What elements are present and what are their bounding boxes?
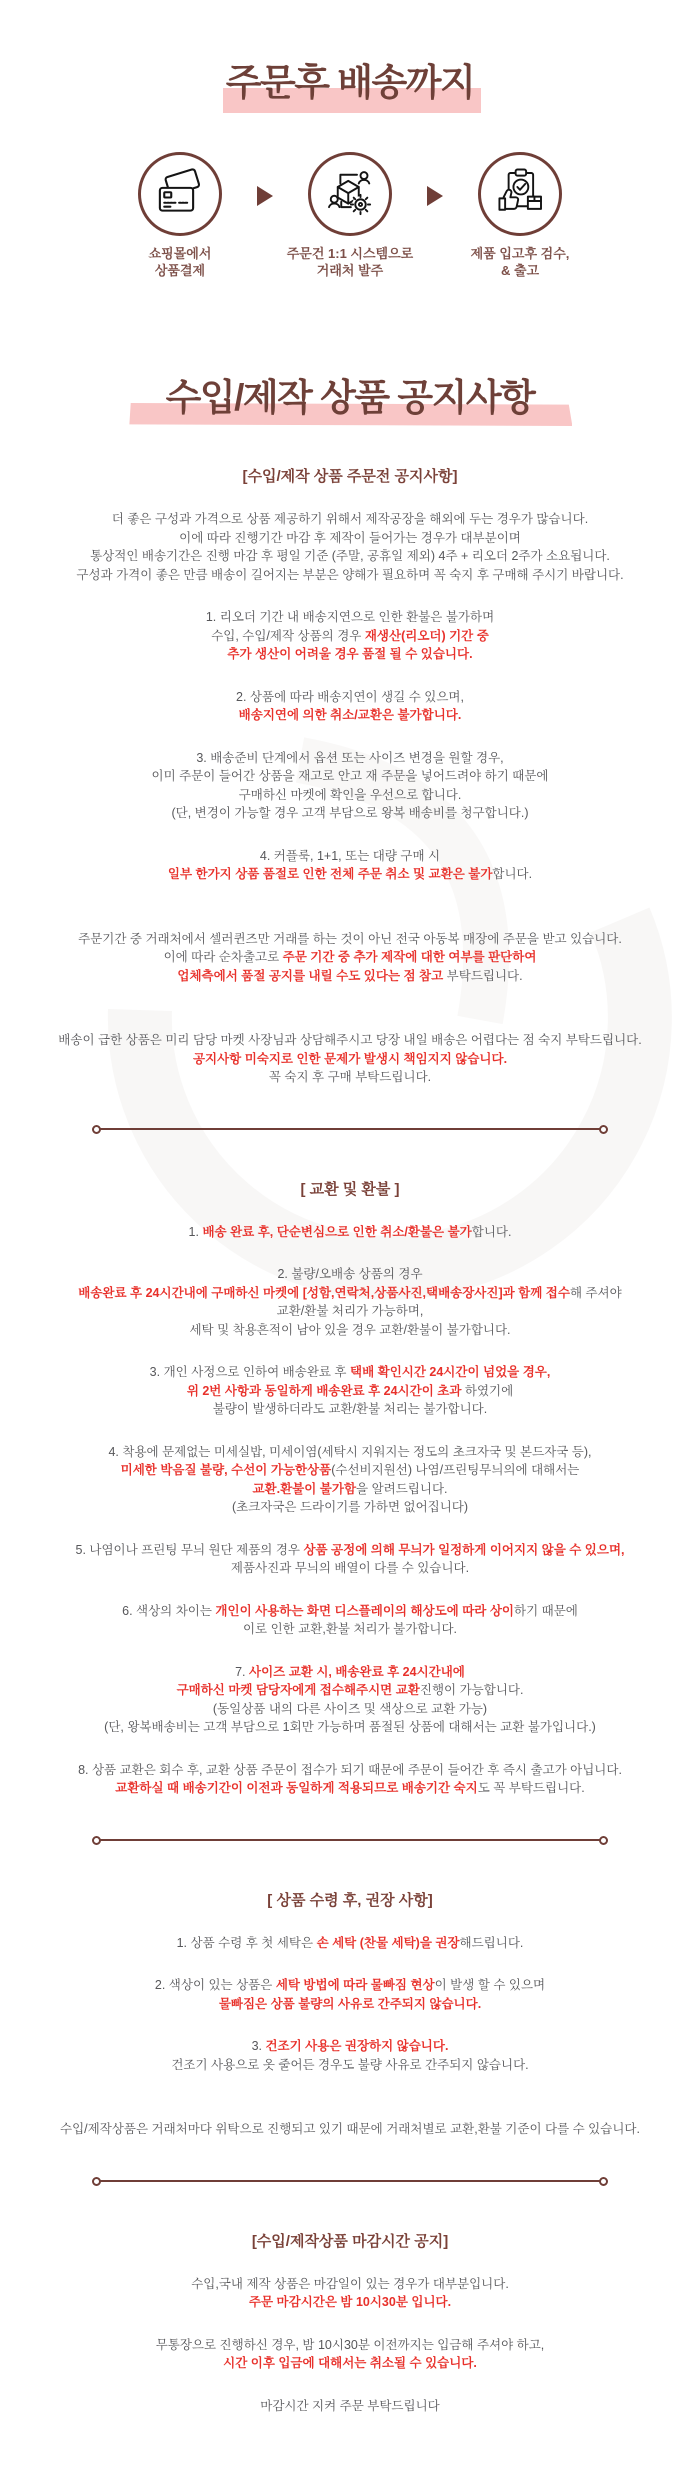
section-divider [92, 1836, 608, 1845]
divider-line [100, 1128, 600, 1131]
divider-line [100, 2180, 600, 2183]
notice-block [18, 2037, 682, 2074]
notice-line: 교환하실 때 배송기간이 이전과 동일하게 적용되므로 배송기간 숙지도 꼭 부탁드립니다. [115, 1781, 585, 1795]
notice-line: 8. 상품 교환은 회수 후, 교환 상품 주문이 접수가 되기 때문에 주문이 들어간 후 즉시 출고가 아닙니다. [78, 1762, 622, 1777]
notice-line [18, 2354, 682, 2373]
notice-line: 이로 인한 교환,환불 처리가 불가합니다. [242, 1622, 458, 1636]
process-step-payment [105, 152, 255, 279]
incoming-inspection-icon [492, 166, 548, 222]
highlighted-text: 추가 생산이 어려울 경우 품절 될 수 있습니다. [227, 647, 473, 661]
notice-line: 이미 주문이 들어간 상품을 재고로 안고 재 주문을 넣어드려야 하기 때문에 [151, 769, 549, 783]
notice-block [18, 1363, 682, 1419]
notice-block [18, 608, 682, 664]
divider-dot [599, 1836, 608, 1845]
notice-line: 1. 리오더 기간 내 배송지연으로 인한 환불은 불가하며 [205, 610, 495, 624]
notice-line: 1. 상품 수령 후 첫 세탁은 손 세탁 (찬물 세탁)을 권장해드립니다. [176, 1935, 524, 1950]
notice-title-text: 수입/제작 상품 공지사항 [165, 377, 535, 418]
highlighted-text: 시간 이후 입금에 대해서는 취소될 수 있습니다. [223, 2356, 477, 2370]
header [0, 0, 700, 106]
section-heading: [ 상품 수령 후, 권장 사항] [267, 1891, 433, 1909]
notice-line: 이에 따라 진행기간 마감 후 제작이 들어가는 경우가 대부분이며 [179, 530, 521, 545]
notice-line: 이에 따라 순차출고로 주문 기간 중 추가 제작에 대한 여부를 판단하여 [163, 950, 537, 964]
notice-line: 업체측에서 품절 공지를 내릴 수도 있다는 점 참고 부탁드립니다. [177, 968, 523, 983]
highlighted-text: 상품 공정에 의해 무늬가 일정하게 이어지지 않을 수 있으며, [303, 1542, 625, 1557]
notice-title-row [0, 367, 700, 421]
notice-line: (단, 변경이 가능할 경우 고객 부담으로 왕복 배송비를 청구합니다.) [171, 806, 529, 820]
notice-block [18, 2336, 682, 2373]
highlighted-text: 배송지연에 의한 취소/교환은 불가합니다. [238, 708, 462, 722]
highlighted-text: 재생산(리오더) 기간 중 [364, 628, 489, 643]
notice-section-pre-order-notice [18, 465, 682, 1087]
notice-line [18, 2293, 682, 2312]
notice-line: 6. 색상의 차이는 개인이 사용하는 화면 디스플레이의 해상도에 따라 상이하기 때문에 [122, 1603, 578, 1618]
credit-card-icon [152, 166, 208, 222]
notice-line: 구매하신 마켓 담당자에게 접수해주시면 교환진행이 가능합니다. [176, 1683, 524, 1697]
highlighted-text: 미세한 박음질 불량, 수선이 가능한상품 [120, 1463, 332, 1477]
notice-sections [0, 465, 700, 2475]
process-step-label: 제품 입고후 검수, & 출고 [470, 246, 570, 278]
notice-line: 수입/제작상품은 거래처마다 위탁으로 진행되고 있기 때문에 거래처별로 교환,환불 기준이 다를 수 있습니다. [60, 2122, 640, 2136]
notice-block [18, 1934, 682, 1953]
divider-dot [599, 2177, 608, 2186]
main-title [226, 52, 474, 106]
highlighted-text: 사이즈 교환 시, 배송완료 후 24시간내에 [249, 1664, 465, 1679]
notice-line: 7. 사이즈 교환 시, 배송완료 후 24시간내에 [235, 1664, 465, 1679]
highlighted-text: 손 세탁 (찬물 세탁)을 권장 [316, 1935, 460, 1950]
section-divider [92, 2177, 608, 2186]
notice-line [18, 1995, 682, 2014]
notice-line: 수입,국내 제작 상품은 마감일이 있는 경우가 대부분입니다. [191, 2276, 509, 2291]
notice-line: (초크자국은 드라이기를 가하면 없어집니다) [231, 1500, 469, 1514]
notice-line: (동일상품 내의 다른 사이즈 및 색상으로 교환 가능) [212, 1701, 488, 1716]
notice-line: 더 좋은 구성과 가격으로 상품 제공하기 위해서 제작공장을 해외에 두는 경우가 많습니다. [111, 512, 589, 526]
flow-arrow-icon [427, 186, 443, 206]
section-heading: [수입/제작상품 마감시간 공지] [251, 2232, 449, 2250]
notice-line: 배송완료 후 24시간내에 구매하신 마켓에 [성함,연락처,상품사진,택배송장사진]과 함께 접수해 주셔야 [78, 1285, 622, 1300]
divider-line [100, 1839, 600, 1842]
process-step-label: 쇼핑몰에서 상품결제 [148, 246, 212, 278]
highlighted-text: 일부 한가지 상품 품절로 인한 전체 주문 취소 및 교환은 불가 [167, 867, 493, 881]
notice-line [18, 645, 682, 664]
notice-block [18, 1663, 682, 1737]
notice-line: 건조기 사용으로 옷 줄어든 경우도 불량 사유로 간주되지 않습니다. [171, 2057, 529, 2072]
notice-block [18, 1223, 682, 1242]
notice-block [18, 1031, 682, 1087]
notice-line: 미세한 박음질 불량, 수선이 가능한상품(수선비지원선) 나염/프린팅무늬의에 대해서는 [120, 1463, 580, 1477]
notice-line: 불량이 발생하더라도 교환/환불 처리는 불가합니다. [212, 1402, 488, 1416]
notice-line: 5. 나염이나 프린팅 무늬 원단 제품의 경우 상품 공정에 의해 무늬가 일정하게 이어지지 않을 수 있으며, [75, 1542, 625, 1557]
notice-line: 무통장으로 진행하신 경우, 밤 10시30분 이전까지는 입금해 주셔야 하고, [155, 2337, 545, 2352]
notice-block [18, 1602, 682, 1639]
notice-block [18, 1443, 682, 1517]
notice-line: 위 2번 사항과 동일하게 배송완료 후 24시간이 초과 하였기에 [186, 1383, 514, 1398]
notice-title [166, 367, 535, 421]
process-step-ordering [275, 152, 425, 279]
section-heading: [ 교환 및 환불 ] [300, 1180, 400, 1198]
notice-block [18, 847, 682, 884]
section-divider [92, 1125, 608, 1134]
process-step-circle [478, 152, 562, 236]
notice-line: 4. 착용에 문제없는 미세실밥, 미세이염(세탁시 지워지는 정도의 초크자국 및 본드자국 등), [108, 1444, 592, 1459]
notice-line: (단, 왕복배송비는 고객 부담으로 1회만 가능하며 품절된 상품에 대해서는 교환 불가입니다.) [104, 1720, 596, 1734]
highlighted-text: 위 2번 사항과 동일하게 배송완료 후 24시간이 초과 [186, 1383, 462, 1398]
section-heading: [수입/제작 상품 주문전 공지사항] [242, 468, 458, 485]
process-step-inspection [445, 152, 595, 279]
notice-line: 세탁 및 착용흔적이 남아 있을 경우 교환/환불이 불가합니다. [189, 1322, 511, 1337]
notice-block [18, 2120, 682, 2139]
highlighted-text: 택배 확인시간 24시간이 넘었을 경우, [350, 1365, 551, 1379]
process-step-label: 주문건 1:1 시스템으로 거래처 발주 [286, 246, 414, 278]
notice-line [18, 1050, 682, 1069]
notice-line: 1. 배송 완료 후, 단순변심으로 인한 취소/환불은 불가합니다. [188, 1224, 512, 1239]
notice-section-post-receipt-recommendations [18, 1889, 682, 2139]
notice-line: 3. 건조기 사용은 권장하지 않습니다. [251, 2039, 449, 2053]
notice-section-deadline-notice [18, 2230, 682, 2416]
highlighted-text: 세탁 방법에 따라 물빠짐 현상 [275, 1978, 435, 1992]
highlighted-text: 개인이 사용하는 화면 디스플레이의 해상도에 따라 상이 [215, 1603, 514, 1618]
order-process-flow [0, 152, 700, 279]
highlighted-text: 교환하실 때 배송기간이 이전과 동일하게 적용되므로 배송기간 숙지 [115, 1781, 478, 1795]
notice-line: 교환/환불 처리가 가능하며, [276, 1304, 424, 1318]
notice-block [18, 1265, 682, 1339]
notice-block [18, 688, 682, 725]
highlighted-text: 배송완료 후 24시간내에 구매하신 마켓에 [성함,연락처,상품사진,택배송장사진]과 함께 접수 [78, 1285, 570, 1300]
divider-dot [599, 1125, 608, 1134]
notice-block [18, 510, 682, 584]
notice-line: 3. 배송준비 단계에서 옵션 또는 사이즈 변경을 원할 경우, [196, 750, 504, 765]
notice-section-exchange-refund [18, 1178, 682, 1798]
notice-block [18, 1761, 682, 1798]
highlighted-text: 배송 완료 후, 단순변심으로 인한 취소/환불은 불가 [202, 1224, 472, 1239]
highlighted-text: 업체측에서 품절 공지를 내릴 수도 있다는 점 참고 [177, 968, 444, 983]
notice-line: 3. 개인 사정으로 인하여 배송완료 후 택배 확인시간 24시간이 넘었을 경우, [149, 1365, 551, 1379]
notice-block [18, 2275, 682, 2312]
notice-block [18, 1976, 682, 2013]
notice-line: 구성과 가격이 좋은 만큼 배송이 길어지는 부분은 양해가 필요하며 꼭 숙지 후 구매해 주시기 바랍니다. [76, 567, 624, 582]
notice-line: 4. 커플룩, 1+1, 또는 대량 구매 시 [259, 848, 441, 863]
main-title-text: 주문후 배송까지 [225, 62, 475, 103]
notice-line: 수입, 수입/제작 상품의 경우 재생산(리오더) 기간 중 [211, 628, 489, 643]
notice-line: 2. 상품에 따라 배송지연이 생길 수 있으며, [236, 689, 464, 704]
notice-block [18, 749, 682, 823]
notice-line: 제품사진과 무늬의 배열이 다를 수 있습니다. [230, 1561, 470, 1575]
flow-arrow-icon [257, 186, 273, 206]
highlighted-text: 건조기 사용은 권장하지 않습니다. [265, 2039, 449, 2053]
notice-line: 통상적인 배송기간은 진행 마감 후 평일 기준 (주말, 공휴일 제외) 4주 + 리오더 2주가 소요됩니다. [90, 549, 610, 563]
notice-line: 배송이 급한 상품은 미리 담당 마켓 사장님과 상담해주시고 당장 내일 배송은 어렵다는 점 숙지 부탁드립니다. [58, 1033, 642, 1047]
notice-block [18, 1541, 682, 1578]
order-system-icon [322, 166, 378, 222]
notice-line: 주문기간 중 거래처에서 셀러퀸즈만 거래를 하는 것이 아닌 전국 아동복 매장에 주문을 받고 있습니다. [78, 931, 622, 946]
notice-line: 꼭 숙지 후 구매 부탁드립니다. [268, 1070, 432, 1084]
notice-block [18, 930, 682, 986]
notice-line: 교환.환불이 불가함을 알려드립니다. [252, 1481, 448, 1496]
notice-line: 2. 색상이 있는 상품은 세탁 방법에 따라 물빠짐 현상이 발생 할 수 있으며 [154, 1978, 546, 1992]
highlighted-text: 교환.환불이 불가함 [252, 1481, 357, 1496]
highlighted-text: 구매하신 마켓 담당자에게 접수해주시면 교환 [176, 1683, 420, 1697]
notice-line: 구매하신 마켓에 확인을 우선으로 합니다. [238, 787, 462, 802]
notice-line [18, 706, 682, 725]
process-step-circle [308, 152, 392, 236]
notice-line: 마감시간 지켜 주문 부탁드립니다 [260, 2398, 440, 2413]
notice-line: 일부 한가지 상품 품절로 인한 전체 주문 취소 및 교환은 불가합니다. [167, 867, 533, 881]
highlighted-text: 공지사항 미숙지로 인한 문제가 발생시 책임지지 않습니다. [192, 1051, 508, 1066]
highlighted-text: 주문 기간 중 추가 제작에 대한 여부를 판단하여 [282, 950, 537, 964]
process-step-circle [138, 152, 222, 236]
highlighted-text: 물빠짐은 상품 불량의 사유로 간주되지 않습니다. [218, 1996, 482, 2011]
notice-line: 2. 불량/오배송 상품의 경우 [277, 1267, 423, 1281]
highlighted-text: 주문 마감시간은 밤 10시30분 입니다. [248, 2295, 452, 2309]
notice-block [18, 2397, 682, 2416]
